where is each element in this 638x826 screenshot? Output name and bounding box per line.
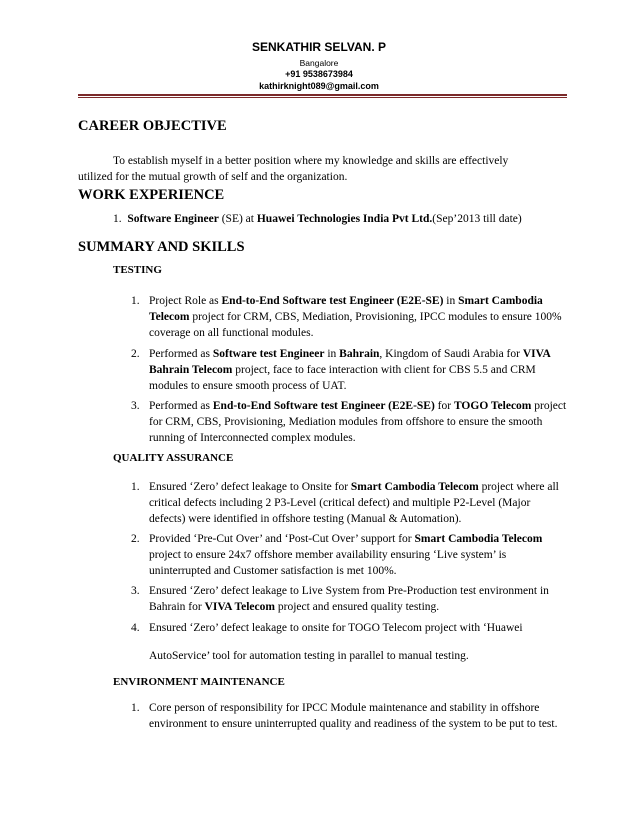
candidate-email: kathirknight089@gmail.com	[259, 81, 379, 91]
item-text: project for CRM, CBS, Mediation, Provisioning, IPCC modules to ensure 100% coverage on all functional modules.	[149, 311, 562, 339]
list-item	[149, 293, 569, 341]
item-text: Ensured ‘Zero’ defect leakage to Live System from Pre-Production test environment in Bahrain for	[149, 585, 549, 613]
item-text: Core person of responsibility for IPCC Module maintenance and stability in offshore environment to ensure uninterrupted quality and readiness of the system to be put to test.	[149, 702, 558, 730]
work-experience-heading: WORK EXPERIENCE	[78, 187, 225, 203]
item-text: Performed as	[149, 400, 213, 412]
item-bold: VIVA Telecom	[204, 601, 275, 613]
header-divider	[78, 94, 567, 96]
list-number: 1.	[131, 295, 140, 307]
item-text: Ensured ‘Zero’ defect leakage to Onsite for	[149, 481, 351, 493]
item-text: project for CRM, CBS, Provisioning, Mediation modules from offshore to ensure the smooth running of Interconnected complex modules.	[149, 400, 567, 444]
list-item-continuation	[149, 648, 569, 664]
item-text: project and ensured quality testing.	[274, 601, 440, 613]
item-text: Performed as	[149, 348, 213, 360]
list-number: 2.	[131, 533, 140, 545]
item-bold: Smart Cambodia Telecom	[350, 481, 479, 493]
list-item	[149, 700, 569, 732]
list-number: 3.	[131, 400, 140, 412]
item-bold: End-to-End Software test Engineer (E2E-SE)	[212, 400, 435, 412]
list-number: 1.	[131, 481, 140, 493]
list-number: 1.	[131, 702, 140, 714]
list-item	[149, 531, 569, 579]
candidate-phone: +91 9538673984	[285, 69, 353, 79]
job-title-suffix: (SE) at	[218, 213, 257, 225]
list-item	[149, 620, 569, 636]
objective-line-2: utilized for the mutual growth of self and the organization.	[78, 171, 348, 183]
environment-maintenance-heading: ENVIRONMENT MAINTENANCE	[113, 676, 285, 688]
item-text: Provided ‘Pre-Cut Over’ and ‘Post-Cut Over’ support for	[149, 533, 415, 545]
item-bold: Smart Cambodia Telecom	[414, 533, 543, 545]
item-text: Ensured ‘Zero’ defect leakage to onsite for TOGO Telecom project with ‘Huawei	[149, 622, 523, 634]
item-text: project where all critical defects including 2 P3-Level (critical defect) and multiple P2-Level (Major defects) were identified in offshore testing (Manual & Automation).	[149, 481, 559, 525]
item-bold: VIVA Bahrain Telecom	[149, 348, 551, 376]
testing-heading: TESTING	[113, 264, 162, 276]
item-bold: Bahrain	[339, 348, 380, 360]
item-bold: Software test Engineer	[212, 348, 325, 360]
objective-line-1: To establish myself in a better position where my knowledge and skills are effectively	[113, 155, 509, 167]
item-bold: Smart Cambodia Telecom	[149, 295, 543, 323]
company-name: Huawei Technologies India Pvt Ltd.	[256, 213, 433, 225]
list-number: 2.	[131, 348, 140, 360]
item-bold: End-to-End Software test Engineer (E2E-SE)	[221, 295, 444, 307]
candidate-name: SENKATHIR SELVAN. P	[251, 40, 386, 54]
item-text: Project Role as	[149, 295, 222, 307]
list-number: 1.	[113, 213, 122, 225]
list-item	[149, 583, 569, 615]
career-objective-heading: CAREER OBJECTIVE	[78, 118, 227, 134]
item-text: project, face to face interaction with client for CBS 5.5 and CRM modules to ensure smooth process of UAT.	[149, 364, 536, 392]
item-text: for	[434, 400, 454, 412]
candidate-city: Bangalore	[299, 58, 339, 68]
item-text: AutoService’ tool for automation testing in parallel to manual testing.	[149, 650, 469, 662]
header-divider-thin	[78, 97, 567, 98]
list-number: 3.	[131, 585, 140, 597]
item-text: in	[324, 348, 340, 360]
job-title: Software Engineer	[127, 213, 219, 225]
item-text: project to ensure 24x7 offshore member availability ensuring ‘Live system’ is uninterrupted and Customer satisfaction is met 100%.	[149, 549, 507, 577]
job-dates: (Sep’2013 till date)	[432, 213, 522, 225]
list-item	[149, 346, 569, 394]
item-text: in	[443, 295, 459, 307]
quality-assurance-heading: QUALITY ASSURANCE	[113, 452, 234, 464]
item-text: , Kingdom of Saudi Arabia for	[379, 348, 523, 360]
list-item	[149, 398, 569, 446]
item-bold: TOGO Telecom	[453, 400, 532, 412]
list-number: 4.	[131, 622, 140, 634]
work-experience-item	[113, 212, 573, 228]
summary-skills-heading: SUMMARY AND SKILLS	[78, 239, 245, 255]
list-item	[149, 479, 569, 527]
